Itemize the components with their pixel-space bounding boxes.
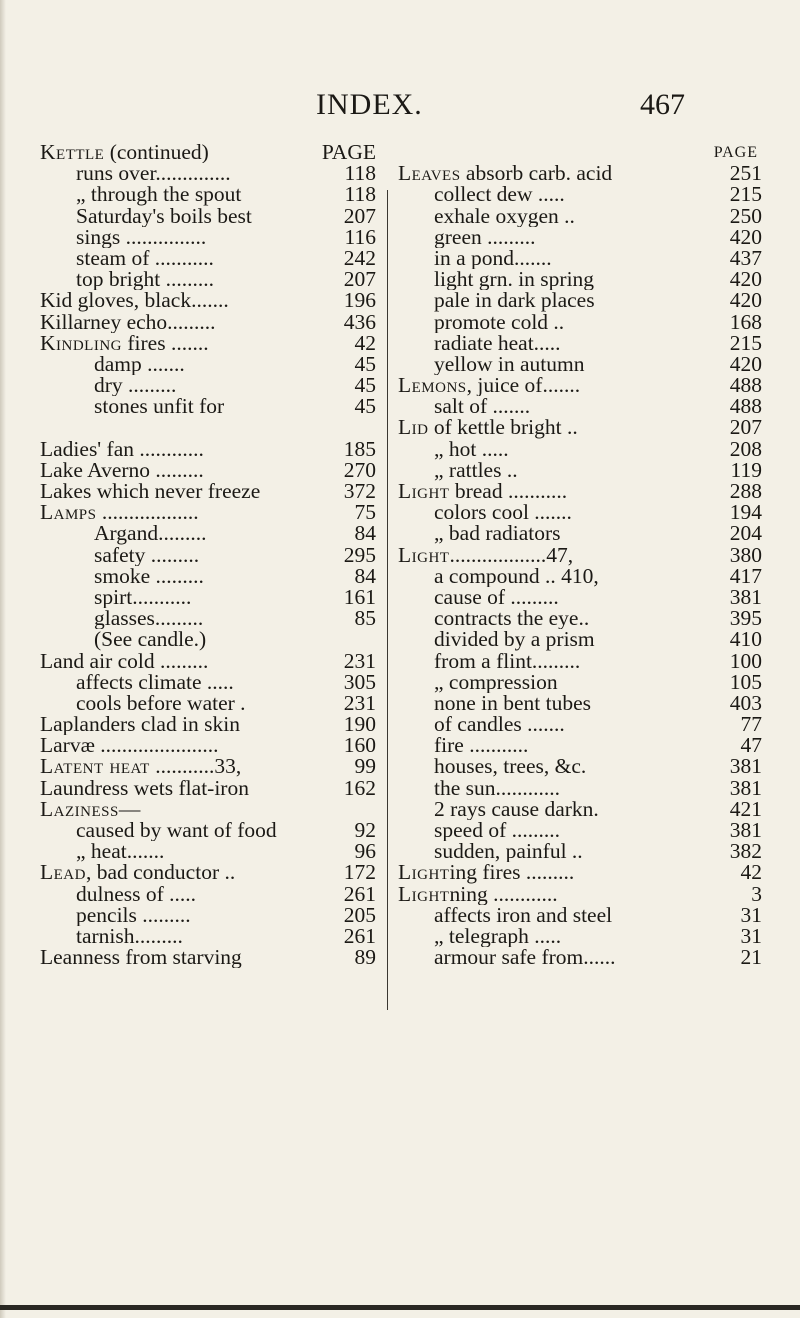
index-entry <box>398 269 762 290</box>
index-entry <box>398 756 762 777</box>
entry-page: 77 <box>740 712 762 737</box>
entry-text: Lamps .................. <box>40 502 199 524</box>
entry-text: Leanness from starving <box>40 947 242 969</box>
index-entry <box>40 714 376 735</box>
entry-page: 488 <box>729 373 762 398</box>
running-title: INDEX. <box>316 88 423 121</box>
index-entry <box>398 669 762 694</box>
entry-page: 190 <box>343 712 376 737</box>
entry-page: 207 <box>343 203 376 228</box>
entry-text: radiate heat..... <box>434 332 561 354</box>
entry-text: Larvæ ...................... <box>40 735 219 757</box>
entry-text: spirt........... <box>94 586 192 609</box>
index-entry <box>40 799 376 820</box>
entry-page: 403 <box>729 690 762 715</box>
index-entry <box>40 542 376 567</box>
entry-page: 420 <box>729 267 762 292</box>
entry-text: runs over.............. <box>76 163 231 185</box>
entry-text: dry ......... <box>94 375 177 397</box>
index-entry <box>398 542 762 567</box>
entry-page: 3 <box>751 881 762 906</box>
index-entry <box>398 735 762 756</box>
index-entry <box>398 224 762 249</box>
entry-page: 242 <box>343 245 376 270</box>
index-column-right <box>398 142 762 968</box>
entry-page: 261 <box>343 923 376 948</box>
entry-page: 420 <box>729 351 762 376</box>
index-entry <box>40 775 376 800</box>
entry-page: 261 <box>343 881 376 906</box>
index-entry <box>40 735 376 756</box>
entry-text: 2 rays cause darkn. <box>434 798 599 821</box>
bottom-edge-rule <box>0 1305 800 1310</box>
entry-text: the sun............ <box>434 777 561 799</box>
index-entry <box>398 396 762 417</box>
index-entry <box>398 375 762 396</box>
index-entry <box>398 608 762 629</box>
entry-page: 382 <box>729 839 762 864</box>
index-entry <box>40 330 376 355</box>
entry-page: 96 <box>354 839 376 864</box>
entry-text: Kindling fires ....... <box>40 332 209 354</box>
page-edge <box>0 0 6 1318</box>
entry-page: 196 <box>343 288 376 313</box>
index-entry <box>398 690 762 715</box>
entry-text: from a flint......... <box>434 650 581 672</box>
entry-page: 99 <box>354 754 376 779</box>
entry-text: contracts the eye.. <box>434 608 590 630</box>
entry-text: colors cool ....... <box>434 502 572 524</box>
entry-page: 185 <box>343 436 376 461</box>
index-entry <box>40 457 376 482</box>
index-entry <box>40 375 376 396</box>
index-entry <box>40 629 376 650</box>
index-entry <box>398 862 762 883</box>
entry-text: caused by want of food <box>76 820 277 842</box>
entry-page: 92 <box>354 818 376 842</box>
index-entry <box>398 481 762 502</box>
index-entry <box>398 629 762 650</box>
entry-text: „ through the spout <box>76 184 242 206</box>
index-entry <box>398 309 762 334</box>
entry-page: 84 <box>354 563 376 588</box>
entry-page: 118 <box>344 161 376 186</box>
entry-page: 45 <box>354 373 376 398</box>
entry-text: Lighting fires ......... <box>398 862 575 884</box>
entry-text: Land air cold ......... <box>40 650 209 672</box>
entry-text: top bright ......... <box>76 269 214 291</box>
index-entry <box>40 203 376 228</box>
entry-text: Laplanders clad in skin <box>40 714 241 736</box>
entry-text: cools before water . <box>76 692 246 715</box>
entry-text: none in bent tubes <box>434 692 592 715</box>
entry-page: 207 <box>343 267 376 292</box>
entry-page: 204 <box>729 521 762 546</box>
entry-text: Kettle (continued) <box>40 142 209 164</box>
entry-text: houses, trees, &c. <box>434 756 587 778</box>
index-entry <box>40 351 376 376</box>
index-entry <box>40 417 376 438</box>
index-entry <box>40 481 376 502</box>
entry-text: sudden, painful .. <box>434 841 583 863</box>
entry-page: 116 <box>344 224 376 249</box>
entry-text: affects iron and steel <box>434 904 613 926</box>
index-entry <box>398 881 762 906</box>
entry-text: collect dew ..... <box>434 184 565 206</box>
entry-text: Argand......... <box>94 523 207 545</box>
entry-text: Leaves absorb carb. acid <box>398 163 613 185</box>
index-entry <box>40 269 376 290</box>
index-entry <box>398 947 762 968</box>
entry-page: 118 <box>344 182 376 207</box>
entry-text: Lightning ............ <box>398 883 558 905</box>
entry-page: 172 <box>343 860 376 885</box>
entry-text: divided by a prism <box>434 629 595 651</box>
index-entry <box>40 902 376 927</box>
index-entry <box>40 309 376 334</box>
entry-text: Ladies' fan ............ <box>40 438 204 460</box>
entry-text: yellow in autumn <box>434 353 585 376</box>
entry-text: Lead, bad conductor .. <box>40 862 236 884</box>
index-entry <box>40 584 376 609</box>
entry-text: dulness of ..... <box>76 883 197 905</box>
entry-text: affects climate ..... <box>76 671 234 693</box>
entry-page: 75 <box>354 500 376 525</box>
entry-text: Lakes which never freeze <box>40 481 261 503</box>
entry-text: stones unfit for <box>94 396 225 418</box>
index-entry <box>398 584 762 609</box>
entry-text: in a pond....... <box>434 247 552 270</box>
entry-page: 84 <box>354 521 376 546</box>
entry-text: Latent heat ...........33, <box>40 756 242 778</box>
page-number: 467 <box>640 88 685 121</box>
page-header <box>0 88 800 128</box>
index-entry <box>40 523 376 544</box>
entry-text: pencils ......... <box>76 904 191 926</box>
entry-text: of candles ....... <box>434 714 565 736</box>
index-entry <box>40 396 376 417</box>
entry-text: glasses......... <box>94 608 204 630</box>
index-entry <box>40 669 376 694</box>
entry-text: PAGE <box>713 144 758 161</box>
entry-page: 119 <box>730 457 762 482</box>
entry-page: 85 <box>354 606 376 631</box>
entry-text: Laundress wets flat-iron <box>40 777 249 799</box>
entry-text: fire ........... <box>434 735 529 757</box>
entry-text: sings ............... <box>76 226 207 248</box>
index-entry <box>398 841 762 862</box>
index-entry <box>398 142 762 163</box>
entry-text: Kid gloves, black....... <box>40 290 229 312</box>
entry-page: 205 <box>343 902 376 927</box>
index-entry <box>398 563 762 588</box>
entry-text: pale in dark places <box>434 290 595 312</box>
entry-page: 160 <box>343 733 376 758</box>
entry-page: 31 <box>740 902 762 927</box>
index-entry <box>398 417 762 438</box>
index-entry <box>398 163 762 184</box>
entry-page: 89 <box>354 945 376 970</box>
entry-page: 372 <box>343 479 376 503</box>
index-entry <box>40 142 376 163</box>
entry-page: 207 <box>729 415 762 440</box>
entry-page: 421 <box>729 796 762 821</box>
entry-page: 47 <box>740 733 762 758</box>
index-entry <box>398 902 762 927</box>
index-entry <box>40 563 376 588</box>
entry-text: Saturday's boils best <box>76 205 252 227</box>
index-entry <box>398 502 762 523</box>
entry-text: „ hot ..... <box>434 438 509 460</box>
index-entry <box>40 436 376 461</box>
index-entry <box>40 163 376 184</box>
index-entry <box>40 502 376 523</box>
entry-text: speed of ......... <box>434 820 560 842</box>
index-entry <box>40 290 376 311</box>
entry-page: 215 <box>729 330 762 355</box>
index-entry <box>40 862 376 883</box>
entry-text: Lemons, juice of....... <box>398 375 581 397</box>
index-entry <box>398 923 762 948</box>
index-entry <box>398 796 762 821</box>
index-entry <box>398 457 762 482</box>
entry-text: a compound .. 410, <box>434 565 599 587</box>
index-entry <box>40 841 376 862</box>
index-entry <box>398 290 762 311</box>
index-entry <box>398 184 762 205</box>
index-entry <box>40 923 376 948</box>
entry-text: cause of ......... <box>434 586 559 609</box>
entry-page: 410 <box>729 627 762 652</box>
entry-text: Lake Averno ......... <box>40 459 204 482</box>
entry-text: „ heat....... <box>76 841 165 863</box>
index-entry <box>398 330 762 355</box>
entry-page: 488 <box>729 394 762 419</box>
entry-page: 105 <box>729 669 762 694</box>
entry-text: „ bad radiators <box>434 523 561 545</box>
entry-page: 417 <box>729 563 762 588</box>
entry-page: 168 <box>729 309 762 334</box>
index-entry <box>398 523 762 544</box>
entry-text: „ compression <box>434 671 558 693</box>
index-entry <box>398 820 762 841</box>
entry-page: 288 <box>729 479 762 503</box>
entry-page: 305 <box>343 669 376 694</box>
entry-text: armour safe from...... <box>434 947 616 969</box>
entry-page: 295 <box>343 542 376 567</box>
entry-text: smoke ......... <box>94 565 204 587</box>
index-entry <box>40 690 376 715</box>
entry-text: damp ....... <box>94 353 185 376</box>
index-entry <box>40 756 376 777</box>
entry-text: light grn. in spring <box>434 269 595 291</box>
entry-page: 45 <box>354 351 376 376</box>
entry-page: 208 <box>729 436 762 461</box>
entry-page: 381 <box>729 775 762 800</box>
entry-page: 42 <box>740 860 762 885</box>
entry-page: 251 <box>729 161 762 186</box>
entry-text: Laziness— <box>40 798 141 821</box>
index-entry <box>40 881 376 906</box>
entry-page: 231 <box>343 690 376 715</box>
entry-text: „ telegraph ..... <box>434 925 562 948</box>
index-column-left <box>40 142 376 968</box>
entry-text: Light bread ........... <box>398 481 568 503</box>
entry-text: Killarney echo......... <box>40 311 216 333</box>
index-entry <box>40 245 376 270</box>
entry-page: 31 <box>740 923 762 948</box>
entry-text: steam of ........... <box>76 247 214 270</box>
entry-text: Light..................47, <box>398 544 574 566</box>
index-entry <box>40 608 376 629</box>
entry-page: 215 <box>729 182 762 207</box>
entry-page: 45 <box>354 394 376 419</box>
index-entry <box>40 224 376 249</box>
entry-text: „ rattles .. <box>434 459 518 482</box>
entry-page: 194 <box>729 500 762 525</box>
entry-text: safety ......... <box>94 544 200 566</box>
entry-page: 381 <box>729 754 762 779</box>
entry-page: 381 <box>729 584 762 609</box>
entry-page: 395 <box>729 606 762 631</box>
entry-text: green ......... <box>434 226 536 248</box>
entry-page: 161 <box>343 584 376 609</box>
entry-text: Lid of kettle bright .. <box>398 417 578 439</box>
index-entry <box>398 203 762 228</box>
entry-page: 231 <box>343 648 376 673</box>
entry-page: 270 <box>343 457 376 482</box>
entry-page: 381 <box>729 818 762 842</box>
index-entry <box>40 820 376 841</box>
index-entry <box>398 245 762 270</box>
entry-page: 250 <box>729 203 762 228</box>
index-entry <box>398 648 762 673</box>
entry-text: promote cold .. <box>434 311 565 333</box>
index-entry <box>398 436 762 461</box>
index-entry <box>40 947 376 968</box>
entry-page: 437 <box>729 245 762 270</box>
entry-page: 420 <box>729 224 762 249</box>
entry-page: 420 <box>729 288 762 313</box>
entry-text: tarnish......... <box>76 925 183 948</box>
entry-text: (See candle.) <box>94 629 207 651</box>
index-entry <box>40 648 376 673</box>
entry-page: 380 <box>729 542 762 567</box>
entry-page: 162 <box>343 775 376 800</box>
entry-page: 436 <box>343 309 376 334</box>
column-divider <box>387 190 388 1010</box>
index-entry <box>40 184 376 205</box>
index-entry <box>398 714 762 735</box>
entry-page: PAGE <box>321 140 376 164</box>
entry-text: exhale oxygen .. <box>434 205 575 227</box>
entry-text: salt of ....... <box>434 396 531 418</box>
entry-page: 42 <box>354 330 376 355</box>
entry-page: 100 <box>729 648 762 673</box>
index-entry <box>398 775 762 800</box>
index-entry <box>398 351 762 376</box>
entry-page: 21 <box>740 945 762 970</box>
